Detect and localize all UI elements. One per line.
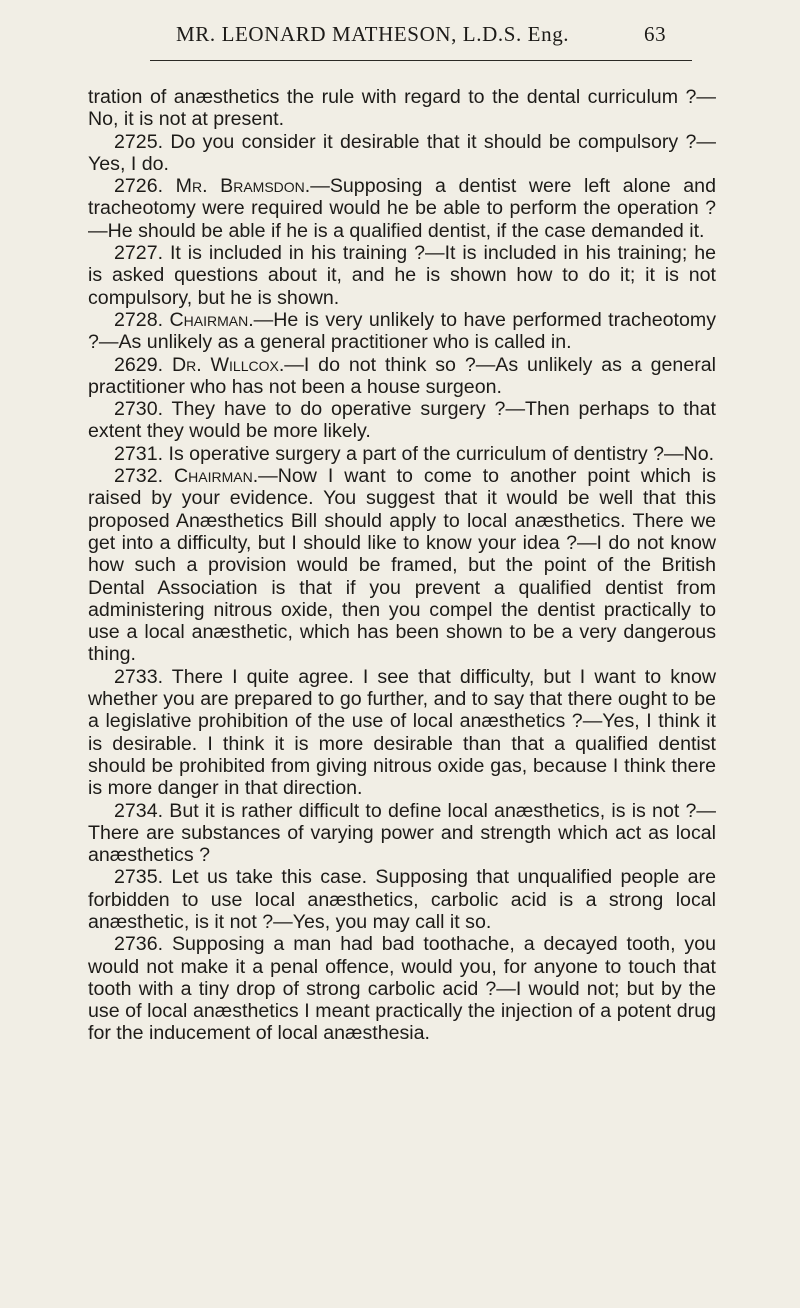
- question-2726: [88, 175, 716, 242]
- question-number: 2629.: [114, 353, 164, 376]
- question-2734: [88, 800, 716, 867]
- question-2731: [88, 443, 716, 465]
- question-number: 2733.: [114, 665, 164, 688]
- question-number: 2726.: [114, 175, 164, 198]
- question-number: 2735.: [114, 866, 164, 889]
- body-text: [88, 86, 716, 1045]
- question-2732: [88, 465, 716, 666]
- question-2629: [88, 354, 716, 399]
- header-rule: [150, 60, 692, 61]
- paragraph-continuation: [88, 86, 716, 131]
- question-number: 2725.: [114, 130, 164, 153]
- paragraph-text: Supposing a man had bad toothache, a decayed tooth, you would not make it a penal offence, would you, for anyone to touch that tooth with a tiny drop of strong carbolic acid ?—I would not; but by the use of local anæsthetics I meant practically the injection of a potent drug for the inducement of local anæsthesia.: [88, 933, 716, 1045]
- paragraph-text: tration of anæsthetics the rule with regard to the dental curriculum ?—No, it is not at present.: [88, 86, 716, 131]
- paragraph-text: They have to do operative surgery ?—Then perhaps to that extent they would be more likely.: [88, 398, 716, 443]
- page-number: 63: [644, 22, 667, 46]
- paragraph-text: There I quite agree. I see that difficulty, but I want to know whether you are prepared to go further, and to say that there ought to be a legislative prohibition of the use of local anæsthetics ?—Yes, I think it is desirable. I think it is more desirable than that a qualified dentist should be prohibited from giving nitrous oxide gas, because I think there is more danger in that direction.: [88, 665, 716, 800]
- question-2725: [88, 131, 716, 176]
- running-head: [176, 22, 676, 52]
- paragraph-text: Let us take this case. Supposing that unqualified people are forbidden to use local anæsthetics, carbolic acid is a strong local anæsthetic, is it not ?—Yes, you may call it so.: [88, 866, 716, 933]
- paragraph-text: —I do not think so ?—As unlikely as a general practitioner who has not been a house surgeon.: [88, 353, 716, 398]
- question-2733: [88, 666, 716, 800]
- paragraph-text: —He is very unlikely to have performed tracheotomy ?—As unlikely as a general practitioner who is called in.: [88, 308, 716, 354]
- question-2736: [88, 933, 716, 1044]
- question-number: 2734.: [114, 799, 164, 822]
- paragraph-text: —Supposing a dentist were left alone and tracheotomy were required would he be able to perform the operation ?—He should be able if he is a qualified dentist, if the case demanded it.: [88, 175, 716, 242]
- question-2728: [88, 309, 716, 354]
- question-number: 2731.: [114, 442, 164, 465]
- speaker-name: Chairman.: [174, 465, 259, 488]
- question-number: 2727.: [114, 242, 164, 265]
- paragraph-text: Is operative surgery a part of the curriculum of dentistry ?—No.: [168, 442, 715, 465]
- paragraph-text: But it is rather difficult to define local anæsthetics, is is not ?—There are substances of varying power and strength which act as local anæsthetics ?: [88, 799, 716, 867]
- question-number: 2730.: [114, 398, 164, 421]
- speaker-name: Dr. Willcox.: [171, 353, 285, 376]
- question-number: 2728.: [114, 308, 164, 331]
- question-2735: [88, 866, 716, 933]
- question-2730: [88, 398, 716, 443]
- question-2727: [88, 242, 716, 309]
- paragraph-text: Do you consider it desirable that it should be compulsory ?—Yes, I do.: [88, 130, 716, 175]
- speaker-name: Mr. Bramsdon.: [175, 175, 311, 198]
- question-number: 2732.: [114, 465, 164, 488]
- paragraph-text: —Now I want to come to another point which is raised by your evidence. You suggest that it would be well that this proposed Anæsthetics Bill should apply to local anæsthetics. There we get into a difficulty, but I should like to know your idea ?—I do not know how such a provision would be framed, but the point of the British Dental Association is that if you prevent a qualified dentist from administering nitrous oxide, then you compel the dentist practically to use a local anæsthetic, which has been shown to be a very dangerous thing.: [88, 465, 716, 666]
- speaker-name: Chairman.: [169, 308, 254, 331]
- question-number: 2736.: [114, 933, 164, 956]
- running-title: MR. LEONARD MATHESON, L.D.S. Eng.: [176, 22, 570, 46]
- paragraph-text: It is included in his training ?—It is included in his training; he is asked questions about it, and he is shown how to do it; it is not compulsory, but he is shown.: [88, 242, 716, 309]
